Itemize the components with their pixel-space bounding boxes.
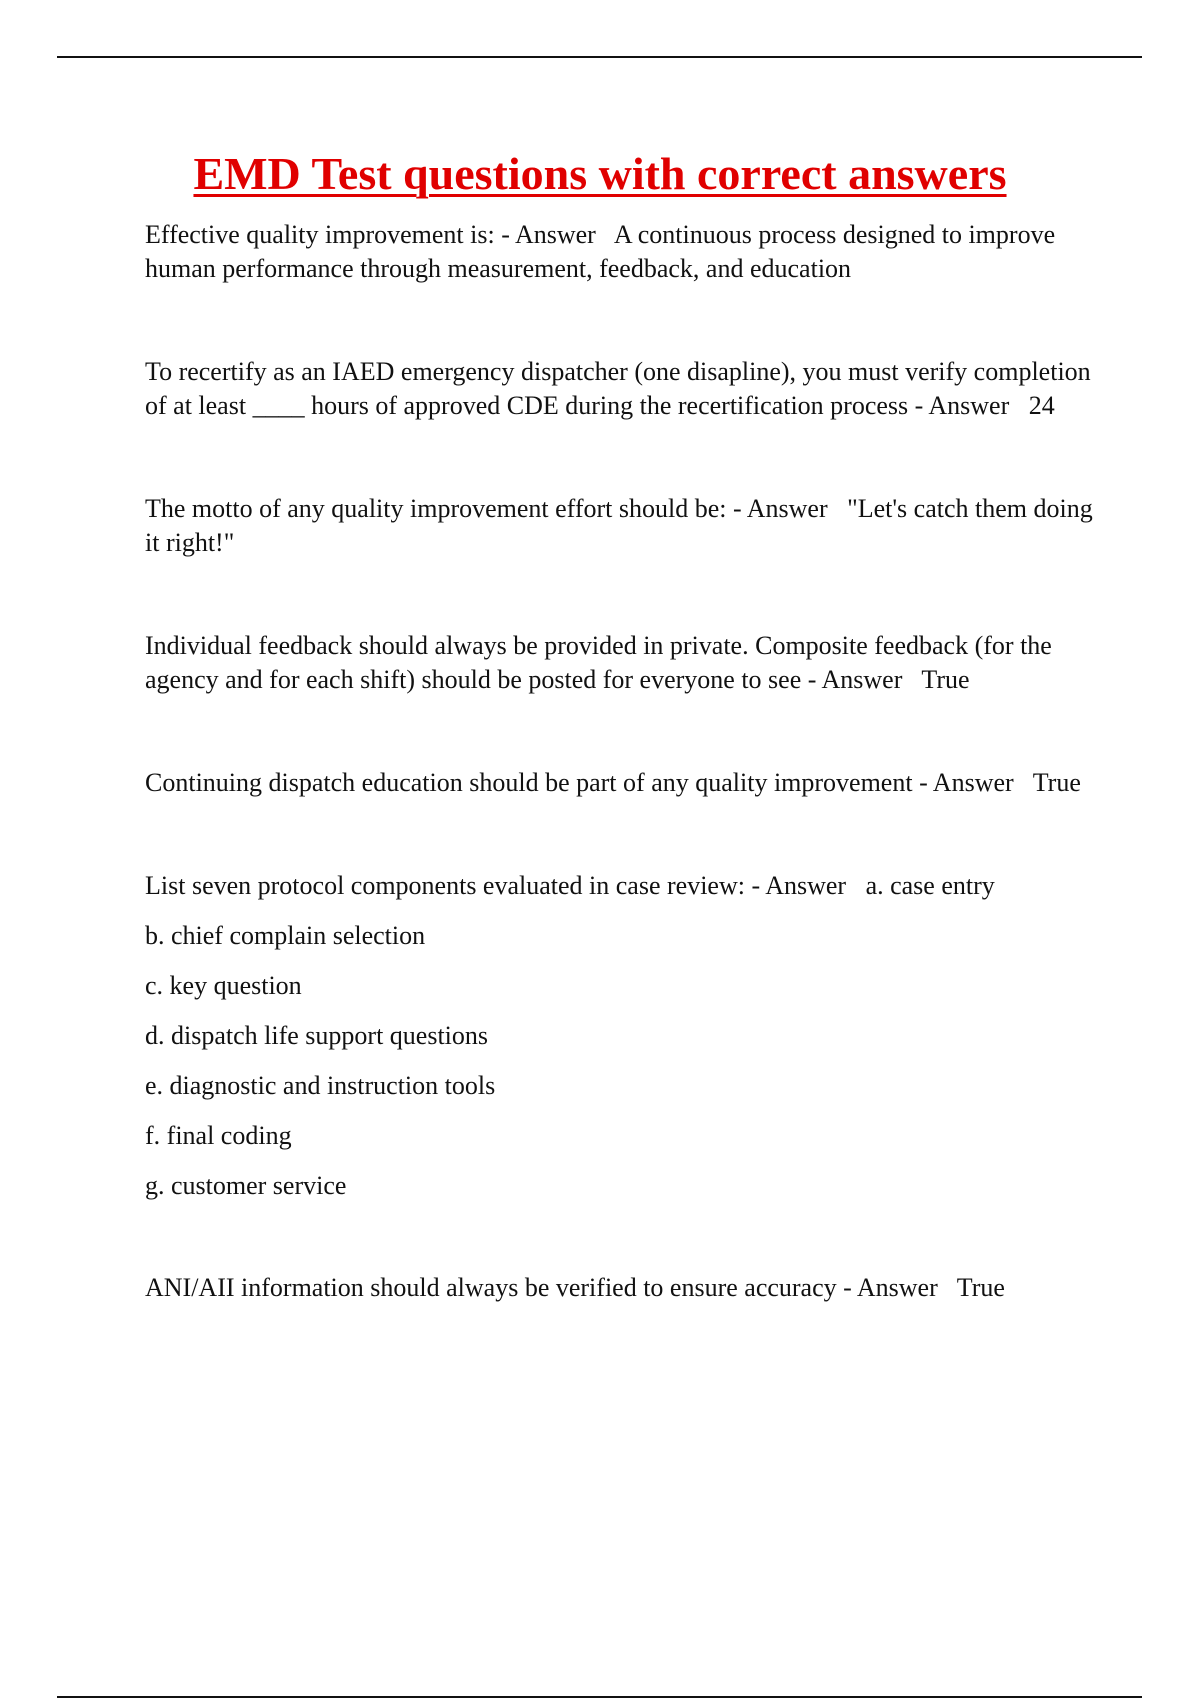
answer-label: - Answer — [733, 494, 828, 523]
list-item: g. customer service — [145, 1171, 347, 1200]
top-rule — [57, 56, 1142, 58]
question-text: To recertify as an IAED emergency dispatcher (one disapline), you must verify completion of at least ____ hours of approved CDE during the recertification process — [145, 357, 1091, 420]
question-text: Effective quality improvement is: — [145, 220, 495, 249]
bottom-rule — [57, 1696, 1142, 1698]
answer-text: "Let's catch them doing it right!" — [145, 494, 1093, 557]
answer-text: A continuous process designed to improve human performance through measurement, feedback, and education — [145, 220, 1056, 283]
qa-entry — [145, 218, 1105, 286]
qa-entry — [145, 1271, 1105, 1305]
question-text: The motto of any quality improvement effort should be: — [145, 494, 727, 523]
answer-label: - Answer — [914, 391, 1010, 420]
answer-text: True — [1032, 768, 1081, 797]
answer-label: - Answer — [807, 665, 903, 694]
question-text: List seven protocol components evaluated in case review: — [145, 871, 745, 900]
qa-entry — [145, 629, 1105, 697]
list-item: e. diagnostic and instruction tools — [145, 1071, 496, 1100]
answer-text: 24 — [1028, 391, 1055, 420]
answer-label: - Answer — [501, 220, 596, 249]
qa-entry — [145, 869, 1105, 903]
list-item: d. dispatch life support questions — [145, 1021, 489, 1050]
qa-entry — [145, 492, 1105, 560]
answer-text: a. case entry — [865, 871, 995, 900]
question-text: Individual feedback should always be provided in private. Composite feedback (for the agency and for each shift) should be posted for everyone to see — [145, 631, 1052, 694]
answer-label: - Answer — [843, 1273, 938, 1302]
list-item: c. key question — [145, 971, 302, 1000]
list-item: f. final coding — [145, 1121, 292, 1150]
answer-text: True — [956, 1273, 1005, 1302]
qa-entry — [145, 355, 1105, 423]
list-item: b. chief complain selection — [145, 921, 426, 950]
answer-label: - Answer — [919, 768, 1014, 797]
answer-text: True — [921, 665, 970, 694]
document-body — [145, 218, 1105, 1305]
answer-label: - Answer — [751, 871, 847, 900]
page-title: EMD Test questions with correct answers — [193, 148, 1007, 199]
question-text: ANI/AII information should always be verified to ensure accuracy — [145, 1273, 837, 1302]
question-text: Continuing dispatch education should be part of any quality improvement — [145, 768, 913, 797]
qa-entry — [145, 766, 1105, 800]
